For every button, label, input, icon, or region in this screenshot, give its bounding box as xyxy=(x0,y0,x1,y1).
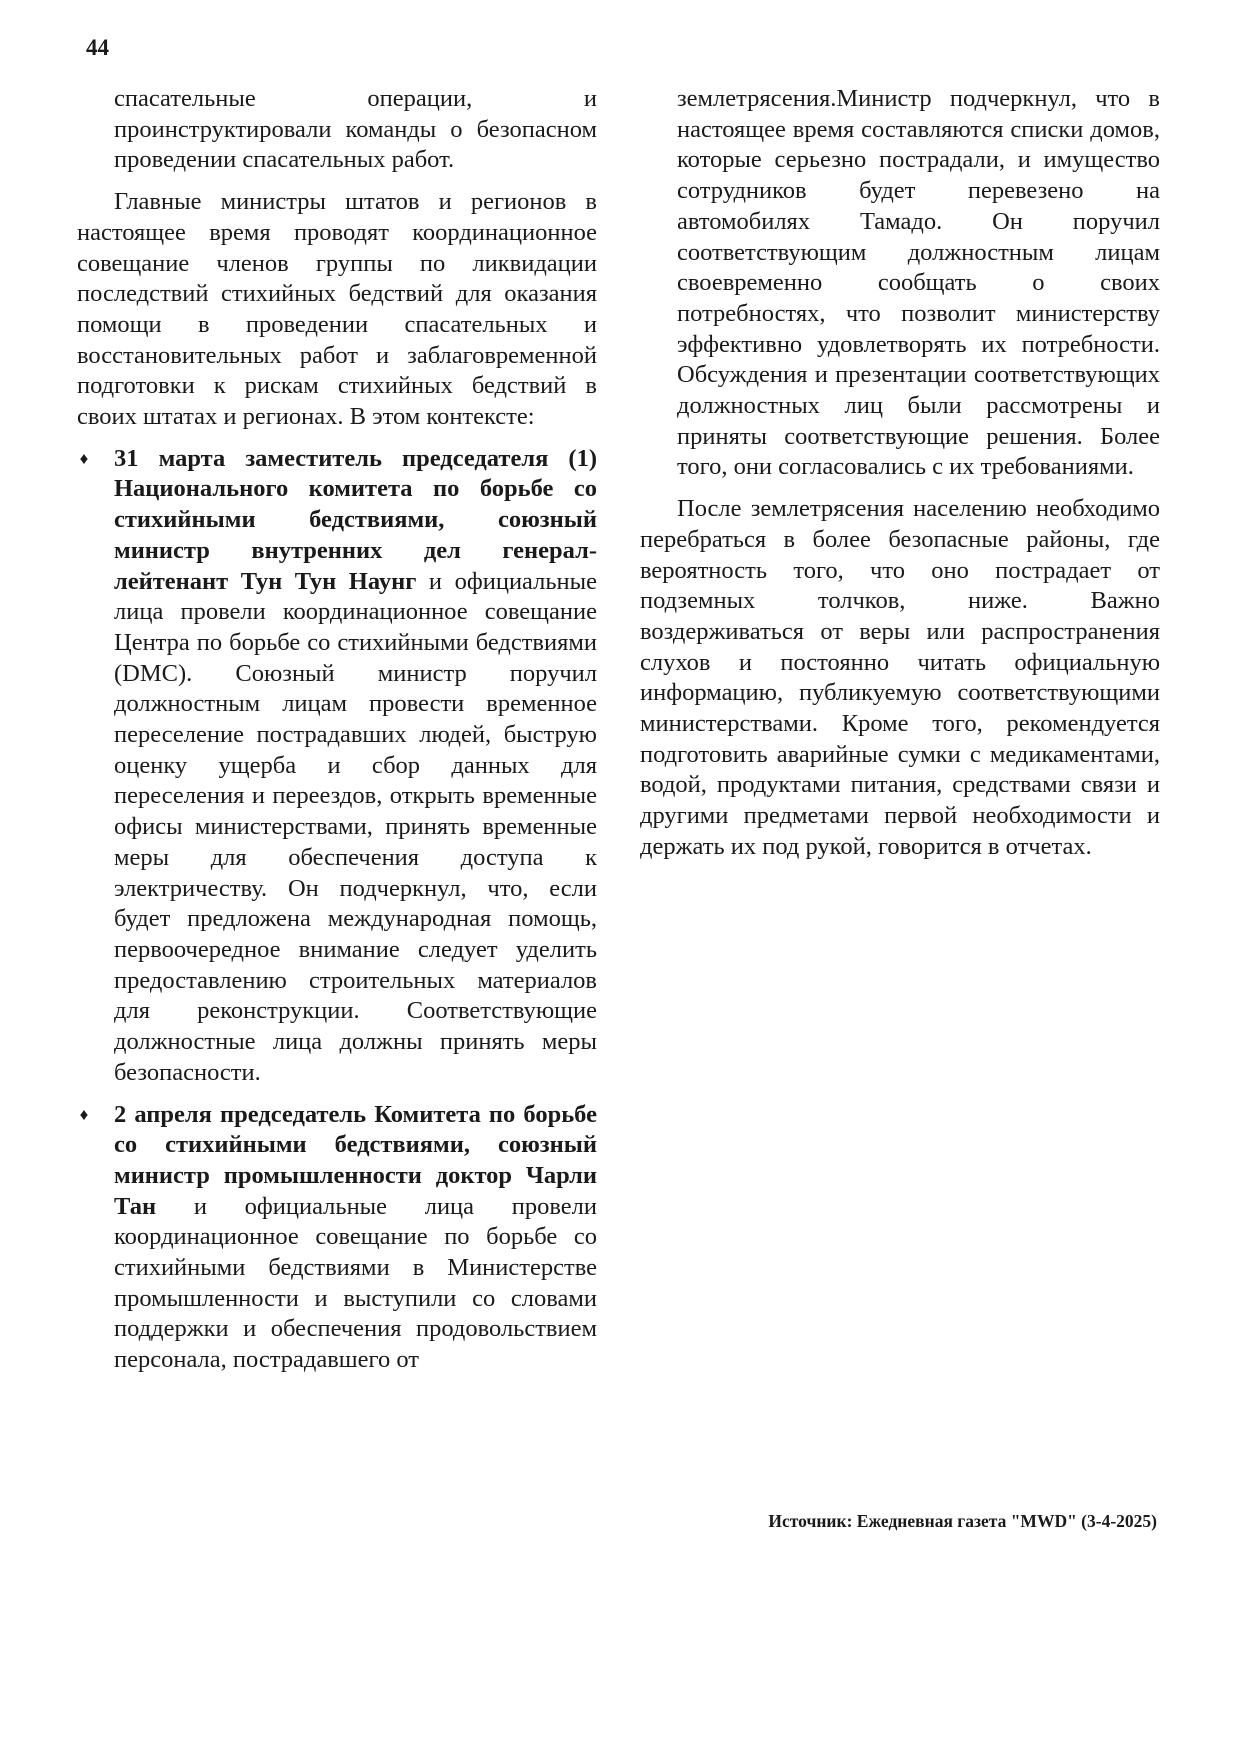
page-number: 44 xyxy=(86,35,109,60)
bullet-bold-lead: 31 марта заместитель председателя (1) Национального комитета по борьбе со стихийными бедствиями, союзный министр внутренних дел генерал-лейтенант Тун Тун Наунг xyxy=(114,444,597,595)
paragraph-continued: спасательные операции, и проинструктировали команды о безопасном проведении спасательных работ. xyxy=(114,85,597,174)
bullet-item-march-31 xyxy=(77,444,597,1089)
bullet-text xyxy=(114,444,597,1089)
source-citation: Источник: Ежедневная газета "MWD" (3-4-2025) xyxy=(768,1511,1157,1531)
bullet-item-april-2 xyxy=(77,1100,597,1376)
bullet-body: и официальные лица провели координационное совещание по борьбе со стихийными бедствиями в Министерстве промышленности и выступили со словами поддержки и обеспечения продовольствием персонала, пострадавшего от xyxy=(114,1192,597,1374)
bullet-body: и официальные лица провели координационное совещание Центра по борьбе со стихийными бедствиями (DMC). Союзный министр поручил должностным лицам провести временное переселение пострадавших людей, быструю оценку ущерба и сбор данных для переселения и переездов, открыть временные офисы министерствами, принять временные меры для обеспечения доступа к электричеству. Он подчеркнул, что, если будет предложена международная помощь, первоочередное внимание следует уделить предоставлению строительных материалов для реконструкции. Соответствующие должностные лица должны принять меры безопасности. xyxy=(114,567,597,1086)
paragraph-regional-ministers: Главные министры штатов и регионов в настоящее время проводят координационное совещание членов группы по ликвидации последствий стихийных бедствий для оказания помощи в проведении спасательных и восстановительных работ и заблаговременной подготовки к рискам стихийных бедствий в своих штатах и регионах. В этом контексте: xyxy=(77,188,597,431)
diamond-bullet-icon: ♦ xyxy=(79,448,89,468)
paragraph-continued-right: землетрясения.Министр подчеркнул, что в настоящее время составляются списки домов, которые серьезно пострадали, и имущество сотрудников будет перевезено на автомобилях Тамадо. Он поручил соответствующим должностным лицам своевременно сообщать о своих потребностях, что позволит министерству эффективно удовлетворять их потребности. Обсуждения и презентации соответствующих должностных лиц были рассмотрены и приняты соответствующие решения. Более того, они согласовались с их требованиями. xyxy=(677,85,1160,481)
bullet-bold-lead: 2 апреля председатель Комитета по борьбе со стихийными бедствиями, союзный министр промышленности доктор Чарли Тан xyxy=(114,1100,597,1220)
paragraph-after-earthquake: После землетрясения населению необходимо перебраться в более безопасные районы, где вероятность того, что оно пострадает от подземных толчков, ниже. Важно воздерживаться от веры или распространения слухов и постоянно читать официальную информацию, публикуемую соответствующими министерствами. Кроме того, рекомендуется подготовить аварийные сумки с медикаментами, водой, продуктами питания, средствами связи и другими предметами первой необходимости и держать их под рукой, говорится в отчетах. xyxy=(640,495,1160,860)
diamond-bullet-icon: ♦ xyxy=(79,1104,89,1124)
right-column xyxy=(640,84,1160,863)
left-column xyxy=(77,84,597,1376)
bullet-text xyxy=(114,1100,597,1376)
